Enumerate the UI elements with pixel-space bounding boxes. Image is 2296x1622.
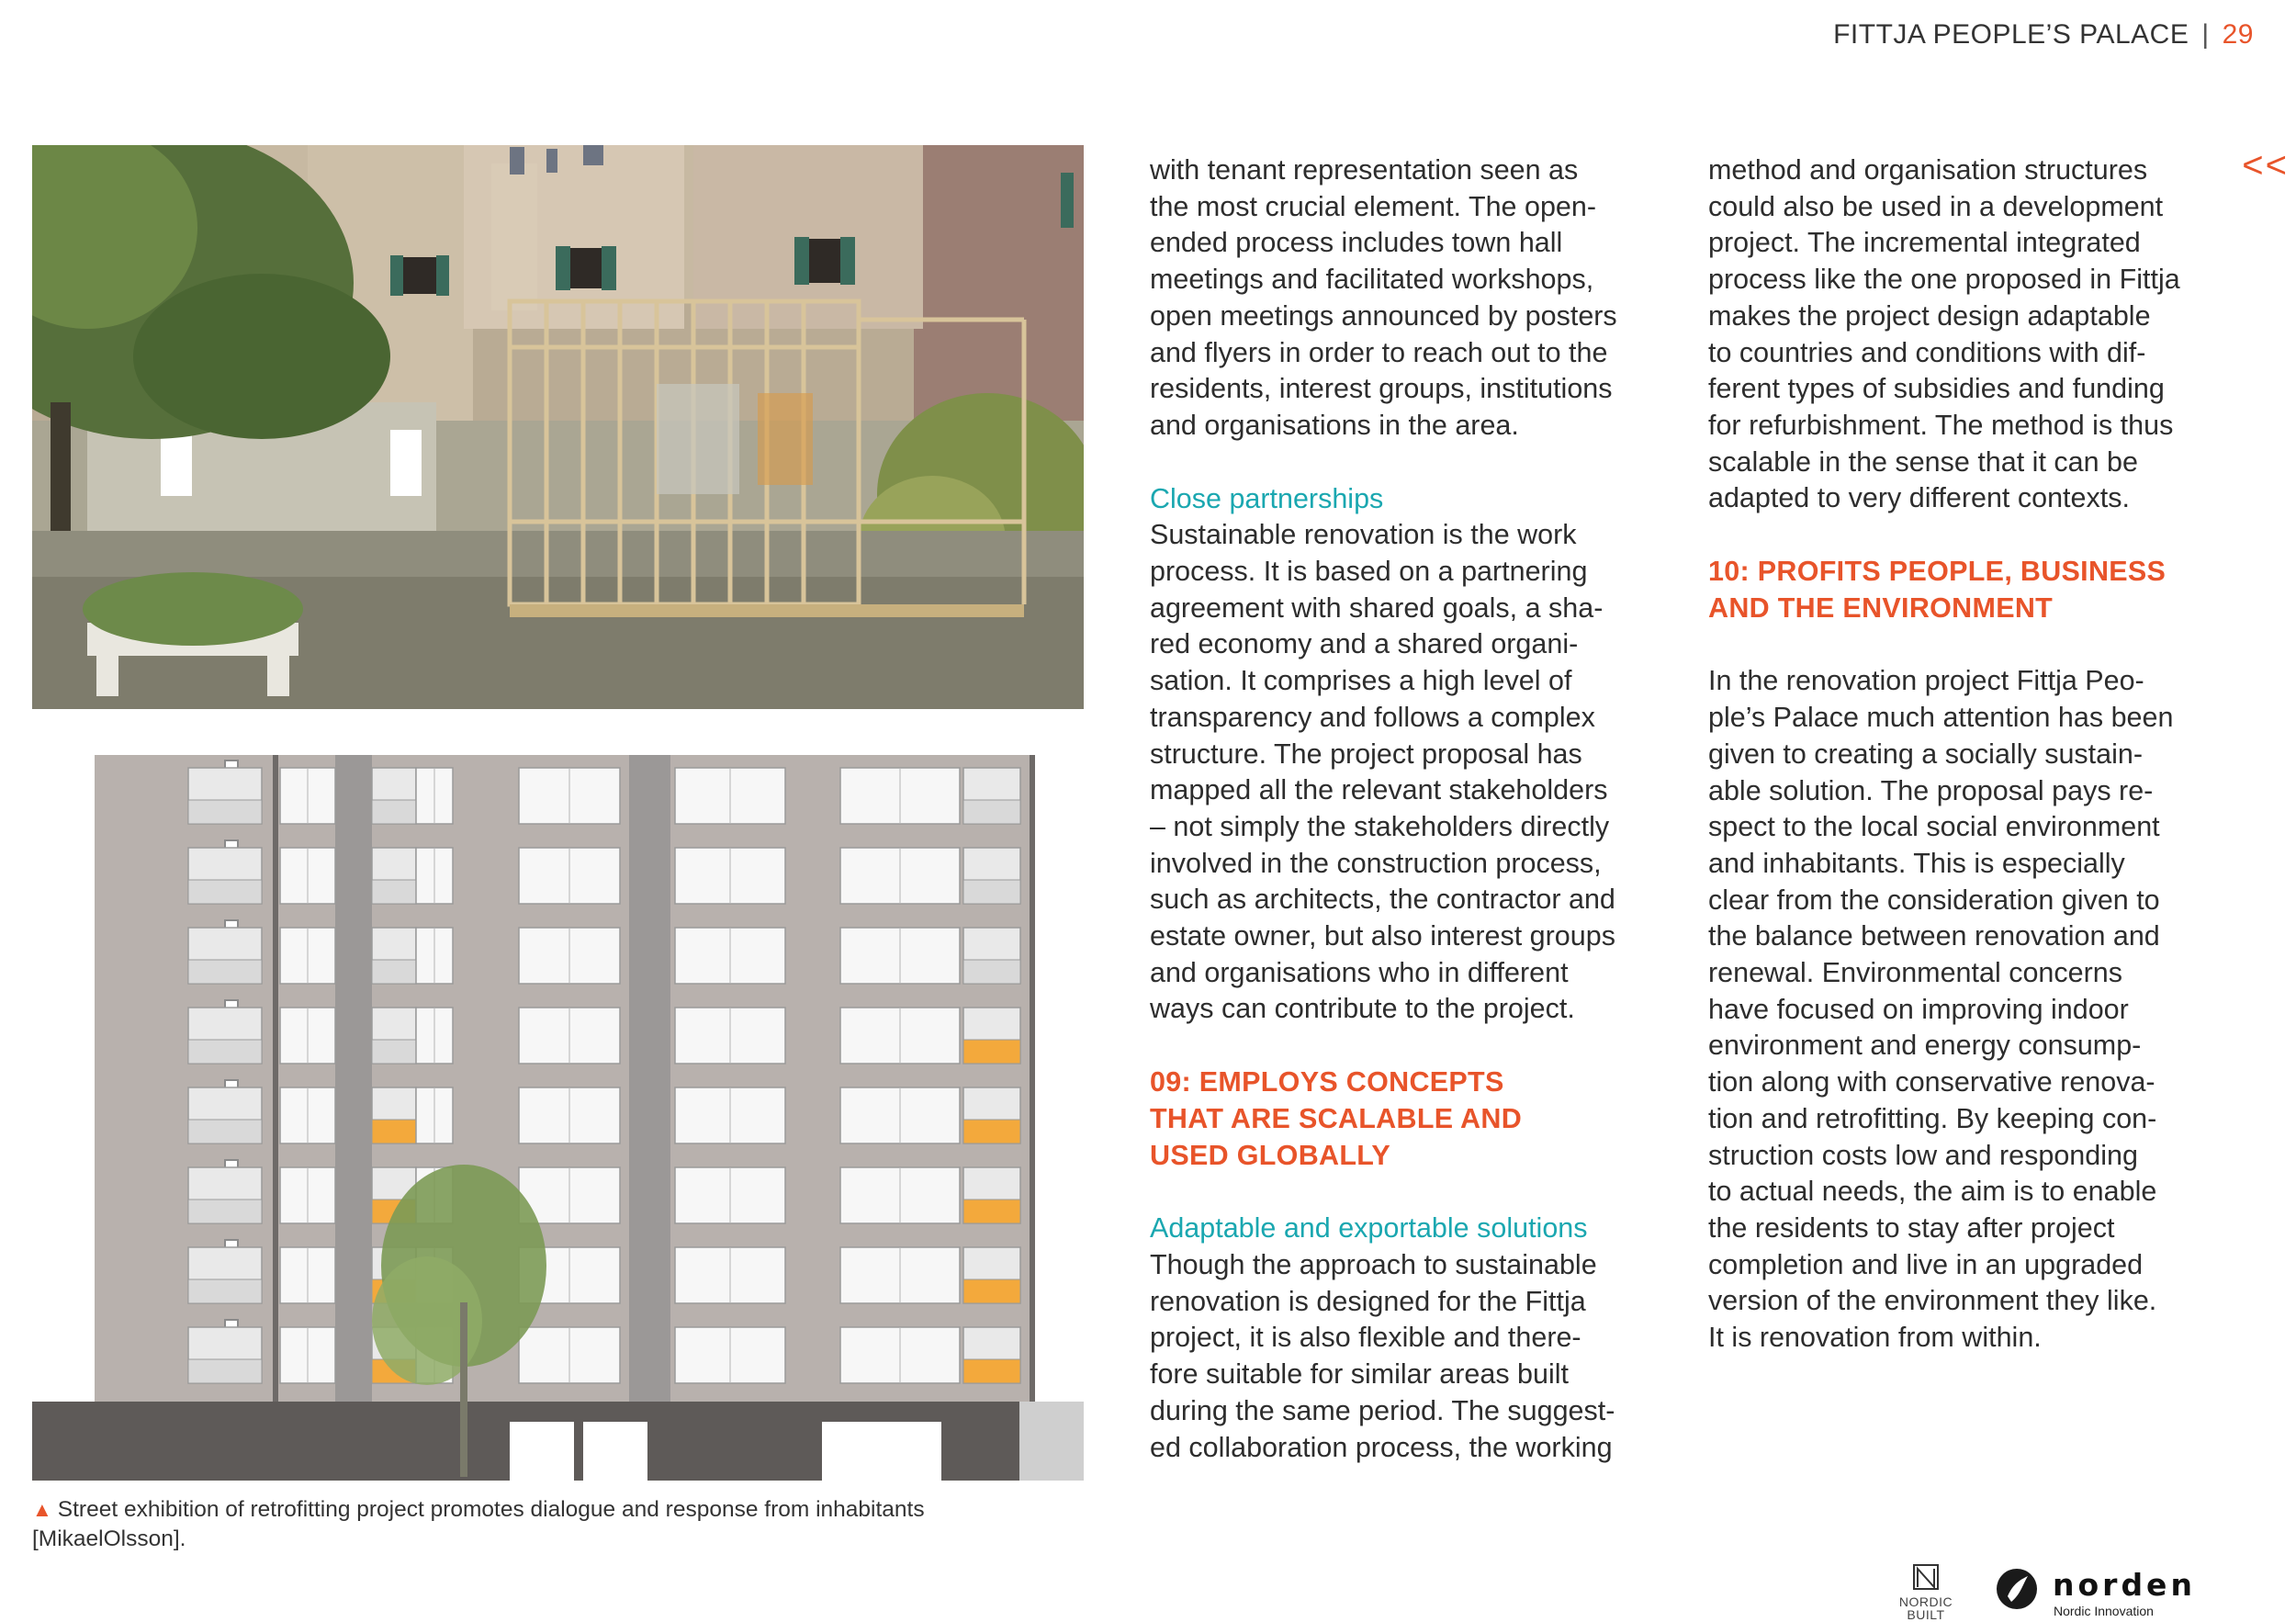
text-line: and inhabitants. This is especially [1708,847,2125,879]
text-line: such as architects, the contractor and [1150,884,1615,916]
caption-line-2: [MikaelOlsson]. [32,1526,186,1551]
heading-09-scalable-concepts [1150,1064,1664,1174]
elevation-illustration [32,751,1084,1481]
text-line: In the renovation project Fittja Peo- [1708,665,2144,697]
text-line: spect to the local social environment [1708,811,2160,843]
paragraph-tenant-representation [1150,152,1664,445]
text-line: the balance between renovation and [1708,920,2160,952]
text-line: process. It is based on a partnering [1150,556,1588,588]
text-line: ed collaboration process, the working [1150,1431,1613,1463]
text-column-2 [1708,152,2223,1357]
text-line: to countries and conditions with dif- [1708,336,2146,368]
text-line: red economy and a shared organi- [1150,628,1579,660]
text-line: for refurbishment. The method is thus [1708,409,2174,441]
text-line: scalable in the sense that it can be [1708,445,2138,478]
subheading-adaptable-solutions: Adaptable and exportable solutions [1150,1212,1588,1245]
paragraph-sustainable-renovation [1150,517,1664,1028]
paragraph-renovation-project [1708,663,2223,1356]
heading-line: 09: EMPLOYS CONCEPTS [1150,1066,1504,1098]
photo-illustration [32,145,1084,709]
heading-line: AND THE ENVIRONMENT [1708,591,2054,624]
text-line: Though the approach to sustainable [1150,1248,1597,1280]
text-line: ways can contribute to the project. [1150,993,1575,1025]
text-line: and flyers in order to reach out to the [1150,336,1608,368]
back-nav-link[interactable]: << [2242,145,2289,186]
heading-line: USED GLOBALLY [1150,1139,1391,1171]
nordic-built-wordmark [1894,1595,1958,1621]
nordic-built-mark-icon [1894,1563,1958,1591]
text-line: clear from the consideration given to [1708,884,2160,916]
heading-10-profits [1708,554,2223,626]
text-line: the most crucial element. The open- [1150,190,1596,222]
text-line: with tenant representation seen as [1150,154,1579,186]
text-line: have focused on improving indoor [1708,993,2129,1025]
text-line: version of the environment they like. [1708,1285,2157,1317]
text-line: process like the one proposed in Fittja [1708,264,2180,296]
text-line: method and organisation structures [1708,154,2148,186]
text-line: struction costs low and responding [1708,1139,2138,1171]
norden-wordmark: norden [2053,1567,2196,1603]
text-line: estate owner, but also interest groups [1150,920,1615,952]
norden-swan-icon [1995,1567,2043,1615]
text-line: – not simply the stakeholders directly [1150,810,1610,842]
text-line: residents, interest groups, institutions [1150,373,1613,405]
text-line: fore suitable for similar areas built [1150,1358,1569,1391]
nordic-built-line-2: BUILT [1907,1607,1945,1622]
text-line: could also be used in a development [1708,190,2164,222]
nordic-innovation-label: Nordic Innovation [2054,1604,2154,1618]
text-line: involved in the construction process, [1150,847,1602,879]
caption-line-1: Street exhibition of retrofitting project promotes dialogue and response from inhabitants [57,1497,925,1522]
header-title: FITTJA PEOPLE’S PALACE [1833,19,2189,50]
text-line: adapted to very different contexts. [1708,482,2130,514]
norden-logo [1995,1567,2215,1616]
text-line: It is renovation from within. [1708,1322,2042,1354]
header-separator: | [2201,19,2210,50]
text-line: given to creating a socially sustain- [1708,738,2143,770]
text-column-1 [1150,152,1664,1466]
text-line: renovation is designed for the Fittja [1150,1285,1586,1317]
page-number: 29 [2222,19,2254,50]
text-line: environment and energy consump- [1708,1030,2142,1062]
text-line: the residents to stay after project [1708,1211,2115,1244]
text-line: ended process includes town hall [1150,227,1563,259]
heading-line: THAT ARE SCALABLE AND [1150,1102,1523,1134]
running-header [1833,7,2254,62]
text-line: renewal. Environmental concerns [1708,957,2122,989]
text-line: mapped all the relevant stakeholders [1150,774,1608,806]
text-line: completion and live in an upgraded [1708,1248,2144,1280]
text-line: structure. The project proposal has [1150,738,1582,770]
text-line: Sustainable renovation is the work [1150,519,1577,551]
paragraph-approach [1150,1247,1664,1466]
text-line: meetings and facilitated workshops, [1150,264,1594,296]
text-line: project, it is also flexible and there- [1150,1322,1581,1354]
text-line: ferent types of subsidies and funding [1708,373,2165,405]
text-line: during the same period. The suggest- [1150,1394,1615,1426]
paragraph-method [1708,152,2223,517]
text-line: tion and retrofitting. By keeping con- [1708,1102,2157,1134]
text-line: agreement with shared goals, a sha- [1150,591,1604,624]
facade-elevation-drawing [32,751,1084,1481]
text-line: ple’s Palace much attention has been [1708,702,2174,734]
nordic-built-logo [1894,1563,1958,1622]
caption-triangle-icon: ▲ [32,1498,52,1521]
text-line: and organisations in the area. [1150,409,1519,441]
subheading-close-partnerships: Close partnerships [1150,482,1384,514]
text-line: to actual needs, the aim is to enable [1708,1176,2157,1208]
text-line: able solution. The proposal pays re- [1708,774,2154,806]
text-line: sation. It comprises a high level of [1150,665,1572,697]
text-line: transparency and follows a complex [1150,701,1595,733]
text-line: project. The incremental integrated [1708,227,2141,259]
nordic-built-line-1: NORDIC [1898,1594,1953,1609]
text-line: makes the project design adaptable [1708,299,2151,332]
street-exhibition-photo [32,145,1084,709]
text-line: and organisations who in different [1150,956,1569,988]
heading-line: 10: PROFITS PEOPLE, BUSINESS [1708,556,2167,588]
figure-caption [32,1495,1097,1554]
text-line: open meetings announced by posters [1150,299,1617,332]
text-line: tion along with conservative renova- [1708,1066,2155,1098]
